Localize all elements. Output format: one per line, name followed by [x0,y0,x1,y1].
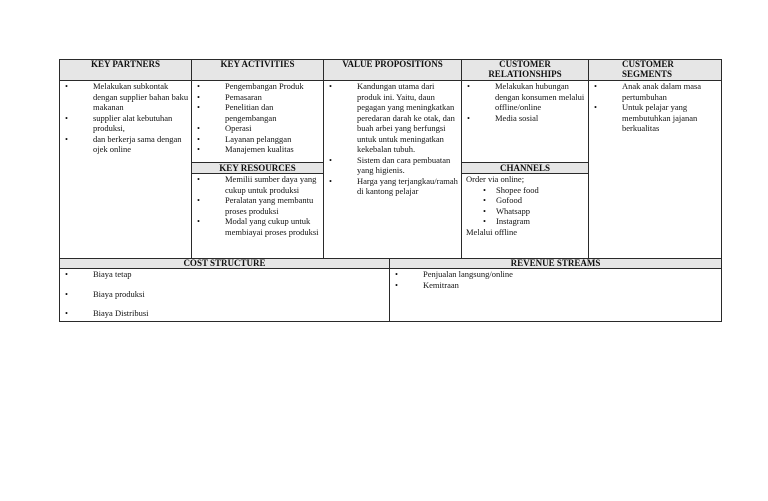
value-propositions-header: VALUE PROPOSITIONS [342,59,443,69]
list-item: • Harga yang terjangkau/ramah di kantong pelajar [327,176,460,197]
list-item: • Pemasaran [195,92,321,103]
list-item: • Instagram [466,216,587,227]
channels-intro: Order via online; [466,174,525,184]
list-item: • Peralatan yang membantu proses produksi [195,195,321,216]
list-item: • Media sosial [465,113,587,124]
table-left-border [59,59,60,322]
channels-header: CHANNELS [499,163,550,173]
list-item: • Penelitian dan pengembangan [195,102,321,123]
revenue-streams-content [393,269,719,321]
list-item: • Melakukan hubungan dengan konsumen melalui offline/online [465,81,587,113]
list-item: • Pengembangan Produk [195,81,321,92]
customer-segments-content [592,81,719,257]
list-item: • Biaya Distribusi [63,308,387,319]
customer-segments-header: CUSTOMER SEGMENTS [622,59,674,79]
key-partners-header: KEY PARTNERS [91,59,160,69]
list-item: • Kemitraan [393,280,719,291]
table-bottom-border [59,321,722,322]
key-activities-header: KEY ACTIVITIES [220,59,295,69]
value-propositions-content [327,81,460,257]
cost-structure-content [63,269,387,321]
list-item: • Manajemen kualitas [195,144,321,155]
channels-outro: Melalui offline [466,226,518,237]
column-divider-4 [588,59,589,259]
list-item: • Operasi [195,123,321,134]
list-item: • Kandungan utama dari produk ini. Yaitu, daun pegagan yang meningkatkan peredaran darah ke otak, dan buah arbei yang berfungsi untuk untuk meningatkan kekebalan tubuh. [327,81,460,155]
customer-relationships-content [465,81,587,162]
key-partners-content [63,81,189,257]
list-item: • Shopee food [466,185,587,196]
list-item: • Layanan pelanggan [195,134,321,145]
column-divider-1 [191,59,192,259]
list-item: • Whatsapp [466,206,587,217]
customer-relationships-header: CUSTOMER RELATIONSHIPS [488,59,562,79]
column-divider-2 [323,59,324,259]
list-item: • Biaya produksi [63,289,387,300]
list-item: • Biaya tetap [63,269,387,280]
key-activities-content [195,81,321,162]
revenue-streams-header: REVENUE STREAMS [510,258,601,268]
cost-structure-header: COST STRUCTURE [183,258,266,268]
list-item: • Memilii sumber daya yang cukup untuk produksi [195,174,321,195]
list-item: • Gofood [466,195,587,206]
list-item: • Modal yang cukup untuk membiayai proses produksi [195,216,321,237]
list-item: • dan berkerja sama dengan ojek online [63,134,189,155]
key-resources-content [195,174,321,258]
table-right-border [721,59,722,322]
list-item: • Penjualan langsung/online [393,269,719,280]
key-resources-header: KEY RESOURCES [219,163,296,173]
list-item: • supplier alat kebutuhan produksi, [63,113,189,134]
list-item: • Anak anak dalam masa pertumbuhan [592,81,719,102]
channels-content [466,174,587,258]
list-item: • Melakukan subkontak dengan supplier bahan baku makanan [63,81,189,113]
list-item: • Sistem dan cara pembuatan yang higienis. [327,155,460,176]
column-divider-3 [461,59,462,259]
list-item: • Untuk pelajar yang membutuhkan jajanan berkualitas [592,102,719,134]
